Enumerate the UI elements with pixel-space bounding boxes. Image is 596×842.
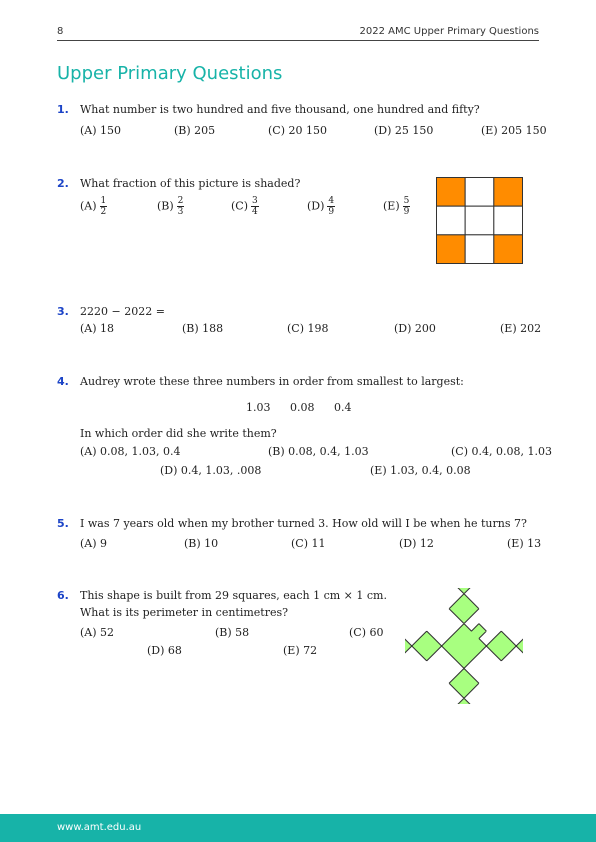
option-d: (D) 200 xyxy=(394,322,436,335)
question-subtext: In which order did she write them? xyxy=(80,427,277,440)
page-header xyxy=(57,26,539,41)
option-d: (D) 68 xyxy=(147,644,182,657)
question-text: What fraction of this picture is shaded? xyxy=(80,177,301,190)
option-a: (A) $\frac{1}{2}$ xyxy=(80,196,107,217)
squares-shape-figure xyxy=(405,588,523,704)
option-a: (A) 9 xyxy=(80,537,108,550)
question-text: What number is two hundred and five thousand, one hundred and fifty? xyxy=(80,103,480,116)
option-c: (C) $\frac{3}{4}$ xyxy=(231,196,258,217)
option-b: (B) 0.08, 0.4, 1.03 xyxy=(268,445,369,458)
option-d: (D) 25 150 xyxy=(374,124,434,137)
question-number: 5. xyxy=(57,517,69,530)
number-1: 1.03 xyxy=(246,401,271,414)
option-c: (C) 60 xyxy=(349,626,384,639)
page-number: 8 xyxy=(57,26,64,37)
option-b: (B) $\frac{2}{3}$ xyxy=(157,196,184,217)
question-number: 6. xyxy=(57,589,69,602)
shape-fill xyxy=(405,588,523,704)
question-subtext: What is its perimeter in centimetres? xyxy=(80,606,289,619)
grid-cell xyxy=(494,206,523,235)
grid-cell xyxy=(465,178,494,207)
option-b: (B) 10 xyxy=(184,537,219,550)
option-b: (B) 205 xyxy=(174,124,216,137)
grid-cell xyxy=(465,206,494,235)
question-text: Audrey wrote these three numbers in order from smallest to largest: xyxy=(80,375,464,388)
option-e: (E) 205 150 xyxy=(481,124,547,137)
question-text: This shape is built from 29 squares, each 1 cm × 1 cm. xyxy=(80,589,387,602)
option-c: (C) 0.4, 0.08, 1.03 xyxy=(451,445,552,458)
question-text: I was 7 years old when my brother turned 3. How old will I be when he turns 7? xyxy=(80,517,527,530)
grid-cell xyxy=(437,206,466,235)
option-b: (B) 58 xyxy=(215,626,250,639)
grid-cell xyxy=(437,178,466,207)
question-number: 2. xyxy=(57,177,69,190)
grid-cell xyxy=(494,178,523,207)
running-title: 2022 AMC Upper Primary Questions xyxy=(359,26,539,37)
question-text: 2220 − 2022 = xyxy=(80,305,165,318)
footer-url: www.amt.edu.au xyxy=(57,822,142,833)
option-e: (E) 202 xyxy=(500,322,542,335)
number-3: 0.4 xyxy=(334,401,352,414)
option-a: (A) 0.08, 1.03, 0.4 xyxy=(80,445,181,458)
option-c: (C) 11 xyxy=(291,537,326,550)
option-d: (D) 0.4, 1.03, .008 xyxy=(160,464,262,477)
option-e: (E) 72 xyxy=(283,644,318,657)
option-d: (D) $\frac{4}{9}$ xyxy=(307,196,335,217)
question-number: 1. xyxy=(57,103,69,116)
option-d: (D) 12 xyxy=(399,537,434,550)
page-title: Upper Primary Questions xyxy=(57,63,283,84)
grid-cell xyxy=(465,235,494,264)
question-number: 4. xyxy=(57,375,69,388)
option-e: (E) 1.03, 0.4, 0.08 xyxy=(370,464,471,477)
page-footer xyxy=(0,814,596,842)
question-number: 3. xyxy=(57,305,69,318)
option-c: (C) 20 150 xyxy=(268,124,327,137)
grid-cell xyxy=(437,235,466,264)
grid-cell xyxy=(494,235,523,264)
option-e: (E) 13 xyxy=(507,537,542,550)
number-2: 0.08 xyxy=(290,401,315,414)
option-a: (A) 18 xyxy=(80,322,115,335)
shaded-grid-figure xyxy=(436,177,524,265)
option-e: (E) $\frac{5}{9}$ xyxy=(383,196,410,217)
option-c: (C) 198 xyxy=(287,322,329,335)
option-a: (A) 52 xyxy=(80,626,115,639)
option-a: (A) 150 xyxy=(80,124,122,137)
option-b: (B) 188 xyxy=(182,322,224,335)
